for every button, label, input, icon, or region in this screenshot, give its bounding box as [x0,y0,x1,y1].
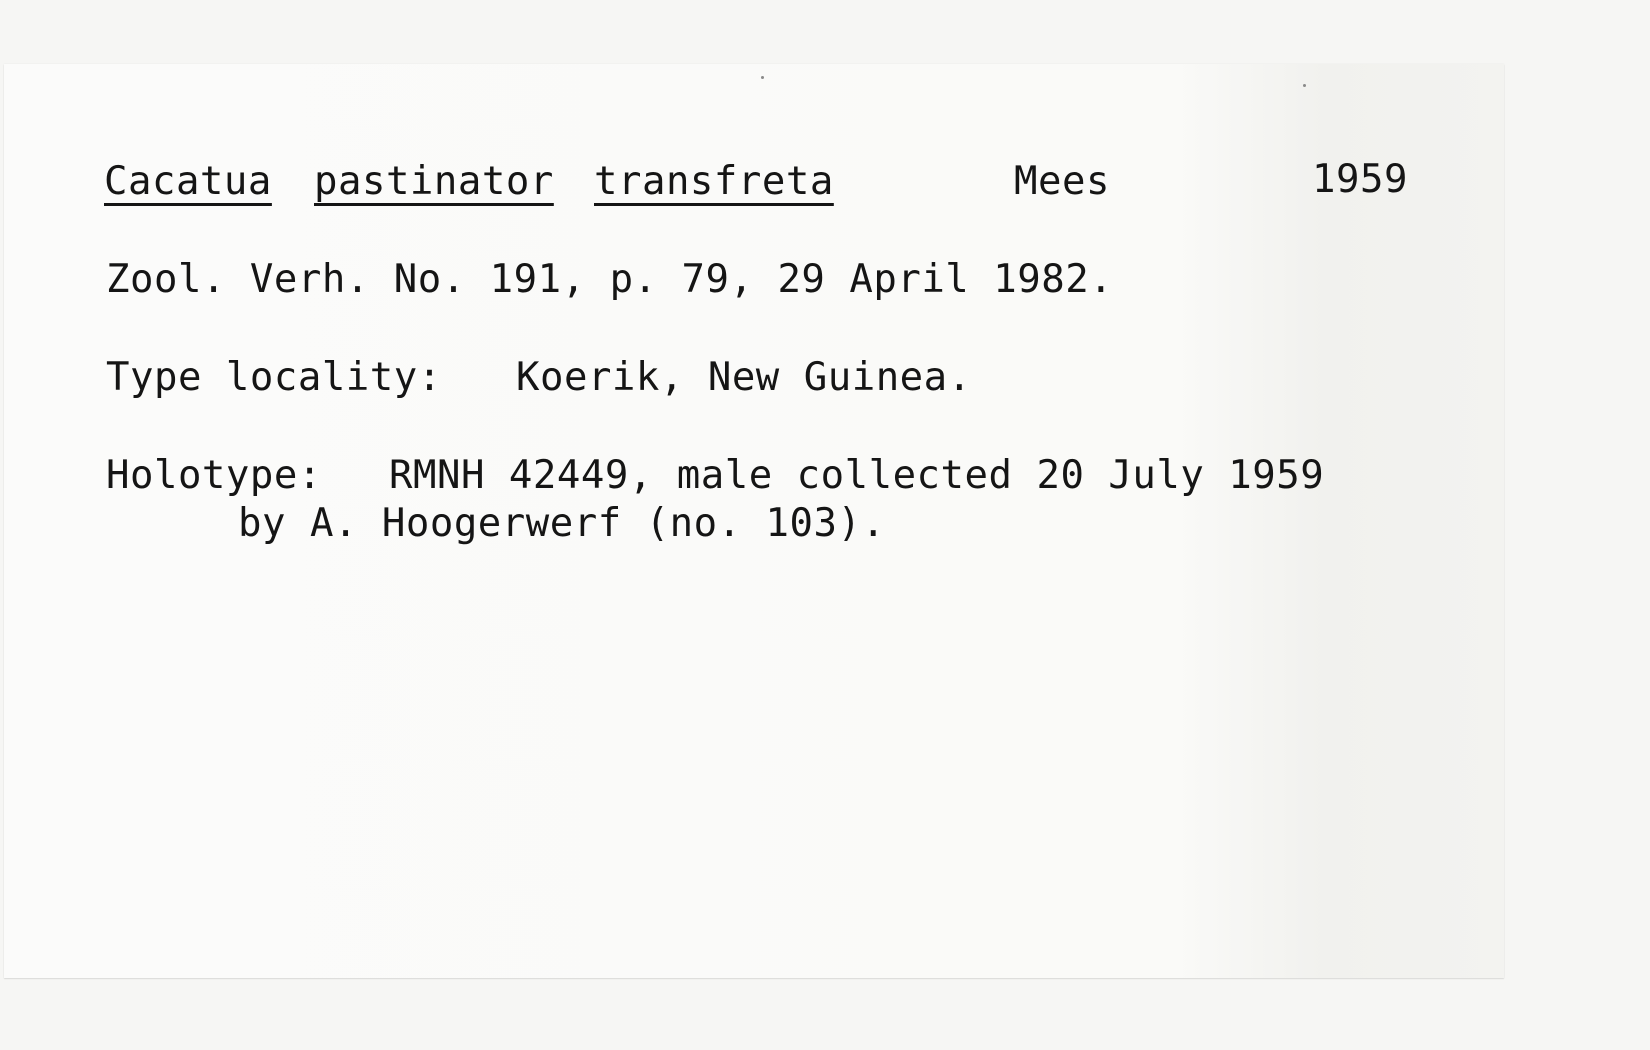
description-year: 1959 [1312,157,1408,202]
dust-speck [1303,84,1306,87]
type-locality-label: Type locality: [106,355,442,400]
genus-name: Cacatua [104,159,272,204]
holotype-label: Holotype: [106,453,322,498]
holotype-line-1: RMNH 42449, male collected 20 July 1959 [389,453,1325,498]
subspecies-name: transfreta [594,159,834,204]
species-name: pastinator [314,159,554,204]
publication-reference: Zool. Verh. No. 191, p. 79, 29 April 1982. [106,257,1114,302]
holotype-line-2: by A. Hoogerwerf (no. 103). [238,501,886,546]
author-name: Mees [1014,159,1110,204]
dust-speck [761,76,764,79]
type-locality-value: Koerik, New Guinea. [516,355,972,400]
index-card [4,64,1504,978]
